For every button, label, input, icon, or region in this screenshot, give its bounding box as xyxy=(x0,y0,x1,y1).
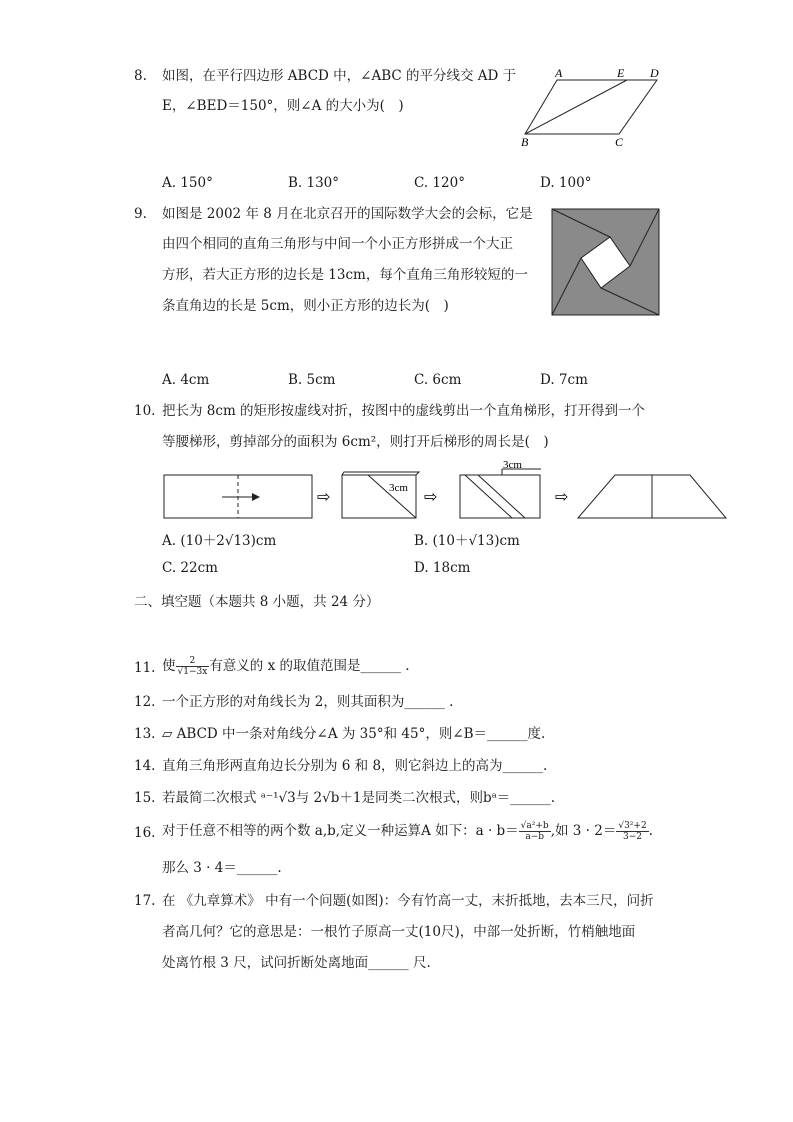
q11-number: 11. xyxy=(134,660,156,676)
arrow-1: ⇨ xyxy=(317,489,331,506)
q9-option-c: C. 6cm xyxy=(414,372,462,388)
q16-f2-num: √3²+2 xyxy=(618,821,647,831)
q10-line1: 把长为 8cm 的矩形按虚线对折，按图中的虚线剪出一个直角梯形，打开得到一个 xyxy=(162,403,646,419)
q16-line2: 那么 3 · 4＝______. xyxy=(162,860,282,876)
q14-number: 14. xyxy=(134,758,156,774)
q9-option-a: A. 4cm xyxy=(162,372,210,388)
q10-option-b: B. (10＋√13)cm xyxy=(414,533,520,549)
q10-line2: 等腰梯形，剪掉部分的面积为 6cm²，则打开后梯形的周长是( ) xyxy=(162,434,549,450)
q9-number: 9. xyxy=(134,206,147,222)
fig-label-3cm-1: 3cm xyxy=(389,482,408,494)
q16-mid: ,如 3 · 2＝ xyxy=(550,823,617,839)
q9-line4: 条直角边的长是 5cm，则小正方形的边长为( ) xyxy=(162,298,449,314)
q11-fraction xyxy=(176,656,210,677)
q10-number: 10. xyxy=(134,403,156,419)
q17-line1: 在 《九章算术》 中有一个问题(如图)：今有竹高一丈，末折抵地，去本三尺，问折 xyxy=(162,893,654,909)
q11-line xyxy=(162,656,410,677)
q8-option-b: B. 130° xyxy=(288,175,340,191)
section-title-fill-blank: 二、填空题（本题共 8 小题，共 24 分） xyxy=(134,594,380,610)
q13-number: 13. xyxy=(134,726,156,742)
q8-line2: E，∠BED＝150°，则∠A 的大小为( ) xyxy=(162,98,404,114)
label-B: B xyxy=(521,135,529,149)
q11-frac-num: 2 xyxy=(176,656,210,667)
label-E: E xyxy=(617,66,625,80)
q16-f2-den: 3−2 xyxy=(623,832,642,842)
q14-text: 直角三角形两直角边长分别为 6 和 8，则它斜边上的高为______. xyxy=(162,758,548,774)
q17-number: 17. xyxy=(134,893,156,909)
q9-option-d: D. 7cm xyxy=(540,372,588,388)
q10-option-d: D. 18cm xyxy=(414,560,471,576)
q10-option-a: A. (10＋2√13)cm xyxy=(162,533,277,549)
q17-line2: 者高几何？它的意思是：一根竹子原高一丈(10尺)，中部一处折断，竹梢触地面 xyxy=(162,924,636,940)
arrow-3: ⇨ xyxy=(555,489,569,506)
q11-pre: 使 xyxy=(162,658,176,674)
arrow-2: ⇨ xyxy=(424,489,438,506)
q9-line3: 方形，若大正方形的边长是 13cm，每个直角三角形较短的一 xyxy=(162,267,528,283)
folding-trapezoid-figure xyxy=(160,455,735,525)
q8-option-c: C. 120° xyxy=(414,175,465,191)
q16-f1-den: a−b xyxy=(525,832,545,842)
q10-option-c: C. 22cm xyxy=(162,560,218,576)
q15-text: 若最简二次根式 ᵃ⁻¹√3与 2√b＋1是同类二次根式，则bᵃ＝______. xyxy=(162,790,556,806)
q16-end: . xyxy=(648,823,653,839)
q16-fraction-2 xyxy=(616,821,648,842)
label-C: C xyxy=(615,135,624,149)
parallelogram-figure xyxy=(515,62,675,152)
label-A: A xyxy=(555,66,563,80)
q12-text: 一个正方形的对角线长为 2，则其面积为______ . xyxy=(162,694,454,710)
label-D: D xyxy=(650,66,659,80)
q13-text: ▱ ABCD 中一条对角线分∠A 为 35°和 45°，则∠B＝______度. xyxy=(162,726,546,742)
pinwheel-square-figure xyxy=(551,208,661,318)
q17-line3: 处离竹根 3 尺，试问折断处离地面______ 尺. xyxy=(162,955,431,971)
q11-frac-den: √1−3x xyxy=(177,667,208,677)
q11-post: 有意义的 x 的取值范围是______ . xyxy=(209,658,410,674)
q16-f1-num: √a²+b xyxy=(520,821,549,831)
q9-line1: 如图是 2002 年 8 月在北京召开的国际数学大会的会标，它是 xyxy=(162,206,533,222)
q16-pre: 对于任意不相等的两个数 a,b,定义一种运算A 如下：a · b＝ xyxy=(162,823,519,839)
q8-option-a: A. 150° xyxy=(162,175,213,191)
q16-fraction-1 xyxy=(519,821,551,842)
q12-number: 12. xyxy=(134,694,156,710)
q16-line1 xyxy=(162,821,653,842)
q16-number: 16. xyxy=(134,825,156,841)
q9-line2: 由四个相同的直角三角形与中间一个小正方形拼成一个大正 xyxy=(162,236,513,252)
q8-line1: 如图，在平行四边形 ABCD 中，∠ABC 的平分线交 AD 于 xyxy=(162,68,517,84)
fig-label-3cm-2: 3cm xyxy=(503,459,522,471)
q15-number: 15. xyxy=(134,790,156,806)
q8-number: 8. xyxy=(134,68,147,84)
q9-option-b: B. 5cm xyxy=(288,372,336,388)
q8-option-d: D. 100° xyxy=(540,175,592,191)
